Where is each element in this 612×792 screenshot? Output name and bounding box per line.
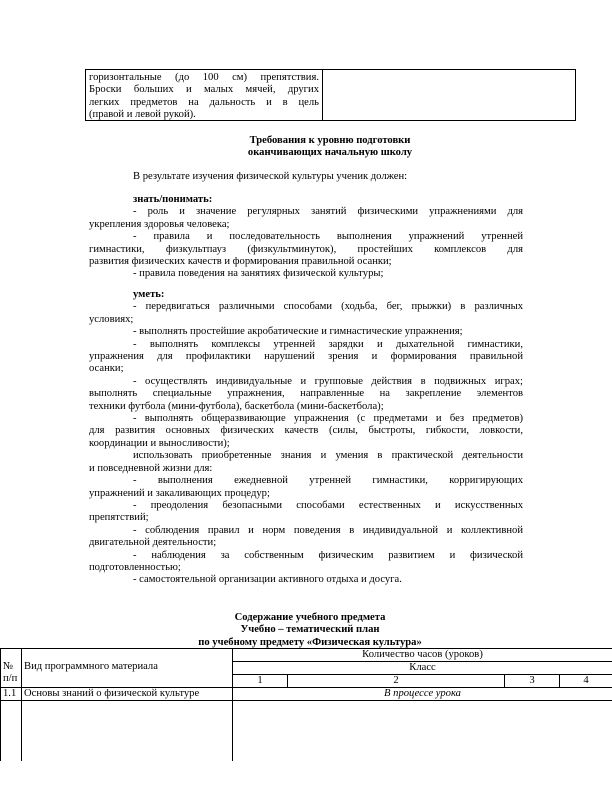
content-title-line: по учебному предмету «Физическая культура» [198, 636, 422, 648]
row-name: Основы знаний о физической культуре [22, 688, 233, 701]
know-line: развития физических качеств и формирования правильной осанки; [89, 256, 392, 268]
top-table-line: Броски больших и малых мячей, других [89, 84, 319, 96]
can-line: - выполнять общеразвивающие упражнения (с предметами и без предметов) [133, 413, 523, 425]
can-line: упражнений и закаливающих процедур; [89, 487, 270, 499]
can-line: - выполнять комплексы утренней зарядки и дыхательной гимнастики, [133, 338, 523, 350]
can-line: - преодоления безопасными способами естественных и искусственных [133, 499, 523, 511]
content-title-line: Содержание учебного предмета [234, 612, 386, 623]
can-line: осанки; [89, 363, 124, 375]
can-line: - соблюдения правил и норм поведения в индивидуальной и коллективной [133, 524, 523, 536]
num-header-line: п/п [3, 673, 18, 684]
content-title [140, 612, 480, 649]
know-section [89, 194, 523, 281]
top-table-divider [322, 70, 323, 120]
requirements-title-line: оканчивающих начальную школу [247, 147, 413, 159]
num-header [1, 649, 22, 688]
row-value: В процессе урока [233, 688, 612, 701]
grade-header: 2 [288, 675, 505, 688]
table-header-row [1, 649, 612, 662]
table-row-empty [1, 701, 612, 762]
hours-header: Количество часов (уроков) [233, 649, 612, 662]
can-section [89, 289, 523, 587]
can-line: препятствий; [89, 512, 149, 524]
know-line: - правила и последовательность выполнения упражнений утренней [133, 231, 523, 243]
top-table-line: легких предметов на дальность и в цель [89, 96, 319, 108]
type-header: Вид программного материала [22, 649, 233, 688]
can-line: упражнения для профилактики нарушений зрения и формирования правильной [89, 351, 523, 363]
can-heading: уметь: [133, 289, 165, 300]
top-table-line: горизонтальные (до 100 см) препятствия. [89, 72, 319, 83]
can-line: - осуществлять индивидуальные и групповые действия в подвижных играх; [133, 375, 523, 387]
row-num: 1.1 [1, 688, 22, 701]
can-line: подготовленностью; [89, 561, 181, 573]
plan-table [0, 648, 612, 761]
can-line: выполнять специальные упражнения, направленные на закрепление элементов [89, 388, 523, 400]
top-table-cell-text [89, 72, 319, 122]
can-line: использовать приобретенные знания и умения в практической деятельности [133, 450, 523, 462]
can-line: двигательной деятельности; [89, 537, 217, 549]
know-line: гимнастики, физкультпауз (физкультминуток), простейших комплексов для [89, 243, 523, 255]
can-line: - передвигаться различными способами (ходьба, бег, прыжки) в различных [133, 301, 523, 313]
can-line: - выполнять простейшие акробатические и гимнастические упражнения; [133, 326, 463, 338]
top-table-fragment [85, 69, 576, 121]
know-line: - роль и значение регулярных занятий физическими упражнениями для [133, 206, 523, 218]
requirements-title-line: Требования к уровню подготовки [249, 135, 411, 146]
grade-header: 1 [233, 675, 288, 688]
can-line: координации и выносливости); [89, 437, 230, 449]
can-line: - самостоятельной организации активного отдыха и досуга. [133, 574, 402, 586]
can-line: условиях; [89, 313, 134, 325]
top-table-line: (правой и левой рукой). [89, 109, 196, 121]
can-line: - наблюдения за собственным физическим развитием и физической [133, 549, 523, 561]
know-heading: знать/понимать: [133, 194, 213, 205]
num-header-line: № [3, 661, 14, 672]
know-line: - правила поведения на занятиях физической культуры; [133, 268, 384, 280]
can-line: для развития основных физических качеств (силы, быстроты, гибкости, ловкости, [89, 425, 523, 437]
requirements-title [180, 135, 480, 160]
table-row [1, 688, 612, 701]
requirements-intro: В результате изучения физической культуры ученик должен: [133, 171, 408, 182]
empty-cell [22, 701, 233, 762]
can-line: - выполнения ежедневной утренней гимнастики, корригирующих [133, 475, 523, 487]
can-line: и повседневной жизни для: [89, 462, 213, 474]
content-title-line: Учебно – тематический план [240, 624, 380, 636]
class-header: Класс [233, 662, 612, 675]
can-line: техники футбола (мини-футбола), баскетбола (мини-баскетбола); [89, 400, 384, 412]
grade-header: 4 [560, 675, 612, 688]
grade-header: 3 [505, 675, 560, 688]
empty-cell [1, 701, 22, 762]
empty-cell [233, 701, 612, 762]
know-line: укрепления здоровья человека; [89, 218, 230, 230]
